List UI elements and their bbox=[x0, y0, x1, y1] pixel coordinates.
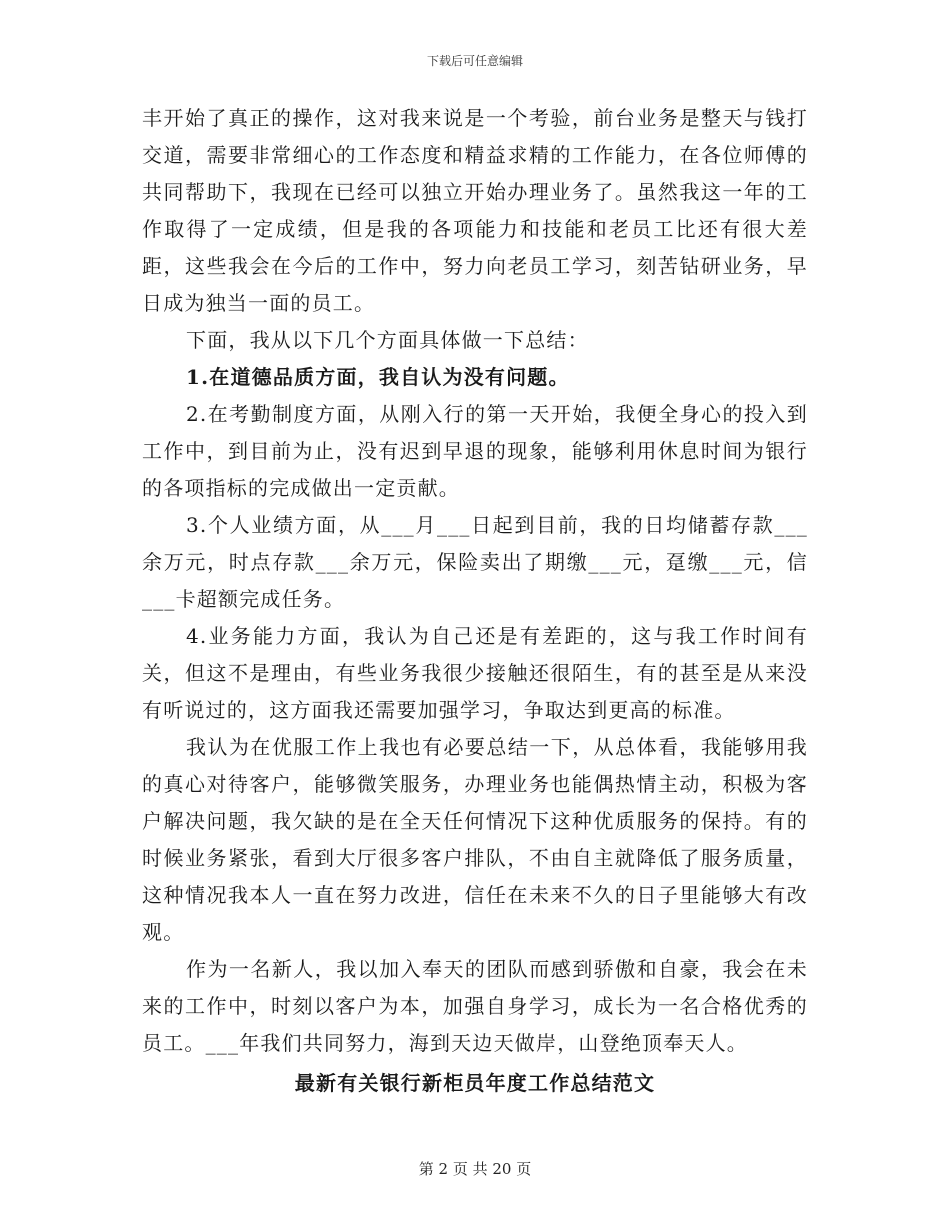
paragraph-item-4-ability: 4.业务能力方面，我认为自己还是有差距的，这与我工作时间有关，但这不是理由，有些业务我很少接触还很陌生，有的甚至是从来没有听说过的，这方面我还需要加强学习，争取达到更高的标准。 bbox=[142, 624, 808, 722]
document-body bbox=[142, 100, 808, 1102]
paragraph-item-2-attendance: 2.在考勤制度方面，从刚入行的第一天开始，我便全身心的投入到工作中，到目前为止，没有迟到早退的现象，能够利用休息时间为银行的各项指标的完成做出一定贡献。 bbox=[142, 402, 808, 500]
paragraph-item-3-performance: 3.个人业绩方面，从___月___日起到目前，我的日均储蓄存款___余万元，时点存款___余万元，保险卖出了期缴___元，趸缴___元，信___卡超额完成任务。 bbox=[142, 513, 808, 611]
paragraph-summary-intro: 下面，我从以下几个方面具体做一下总结： bbox=[186, 328, 589, 352]
section-title: 最新有关银行新柜员年度工作总结范文 bbox=[294, 1071, 656, 1095]
paragraph-closing: 作为一名新人，我以加入奉天的团队而感到骄傲和自豪，我会在未来的工作中，时刻以客户为本，加强自身学习，成长为一名合格优秀的员工。___年我们共同努力，海到天边天做岸，山登绝顶奉天人。 bbox=[142, 957, 808, 1055]
paragraph-item-1-moral: 1.在道德品质方面，我自认为没有问题。 bbox=[186, 365, 570, 389]
paragraph-service: 我认为在优服工作上我也有必要总结一下，从总体看，我能够用我的真心对待客户，能够微笑服务，办理业务也能偶热情主动，积极为客户解决问题，我欠缺的是在全天任何情况下这种优质服务的保持。有的时候业务紧张，看到大厅很多客户排队，不由自主就降低了服务质量，这种情况我本人一直在努力改进，信任在未来不久的日子里能够大有改观。 bbox=[142, 735, 808, 944]
paragraph-continuation: 丰开始了真正的操作，这对我来说是一个考验，前台业务是整天与钱打交道，需要非常细心的工作态度和精益求精的工作能力，在各位师傅的共同帮助下，我现在已经可以独立开始办理业务了。虽然我这一年的工作取得了一定成绩，但是我的各项能力和技能和老员工比还有很大差距，这些我会在今后的工作中，努力向老员工学习，刻苦钻研业务，早日成为独当一面的员工。 bbox=[142, 106, 808, 315]
page-header: 下载后可任意编辑 bbox=[426, 54, 523, 68]
page-footer: 第 2 页 共 20 页 bbox=[418, 1160, 532, 1178]
